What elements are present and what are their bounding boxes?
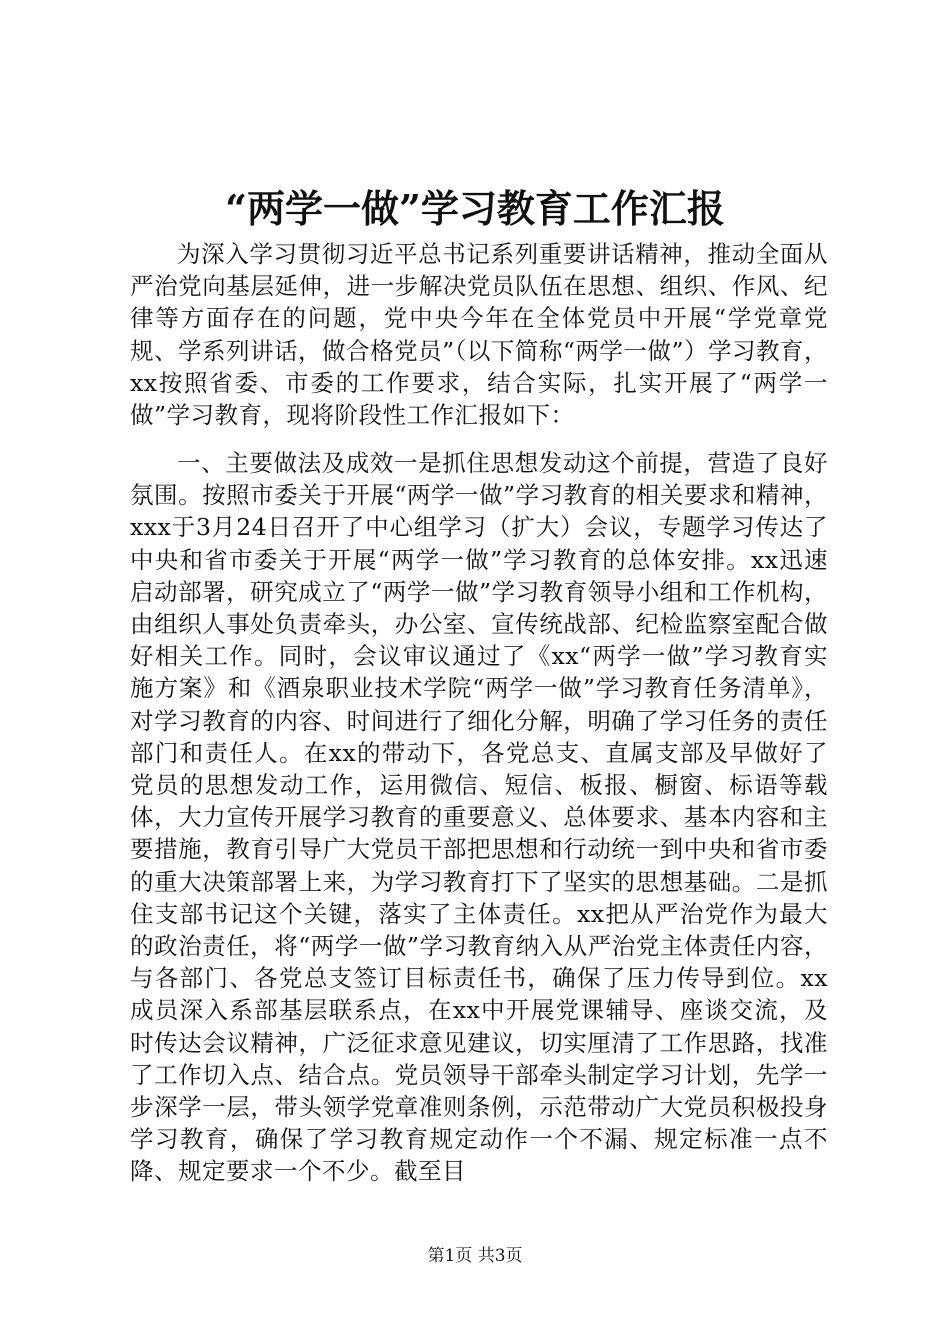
page-footer: 第1页 共3页	[427, 1246, 523, 1266]
paragraph-intro: 为深入学习贯彻习近平总书记系列重要讲话精神，推动全面从严治党向基层延伸，进一步解决党员队伍在思想、组织、作风、纪律等方面存在的问题，党中央今年在全体党员中开展“学党章党规、学系列讲话，做合格党员”（以下简称“两学一做”）学习教育，xx按照省委、市委的工作要求，结合实际，扎实开展了“两学一做”学习教育，现将阶段性工作汇报如下：	[130, 240, 828, 430]
document-title: “两学一做”学习教育工作汇报	[225, 186, 725, 231]
paragraph-main-practices: 一、主要做法及成效一是抓住思想发动这个前提，营造了良好氛围。按照市委关于开展“两学一做”学习教育的相关要求和精神，xxx于3月24日召开了中心组学习（扩大）会议，专题学习传达了中央和省市委关于开展“两学一做”学习教育的总体安排。xx迅速启动部署，研究成立了“两学一做”学习教育领导小组和工作机构，由组织人事处负责牵头，办公室、宣传统战部、纪检监察室配合做好相关工作。同时，会议审议通过了《xx“两学一做”学习教育实施方案》和《酒泉职业技术学院“两学一做”学习教育任务清单》，对学习教育的内容、时间进行了细化分解，明确了学习任务的责任部门和责任人。在xx的带动下，各党总支、直属支部及早做好了党员的思想发动工作，运用微信、短信、板报、橱窗、标语等载体，大力宣传开展学习教育的重要意义、总体要求、基本内容和主要措施，教育引导广大党员干部把思想和行动统一到中央和省市委的重大决策部署上来，为学习教育打下了坚实的思想基础。二是抓住支部书记这个关键，落实了主体责任。xx把从严治党作为最大的政治责任，将“两学一做”学习教育纳入从严治党主体责任内容，与各部门、各党总支签订目标责任书，确保了压力传导到位。xx成员深入系部基层联系点，在xx中开展党课辅导、座谈交流，及时传达会议精神，广泛征求意见建议，切实厘清了工作思路，找准了工作切入点、结合点。党员领导干部牵头制定学习计划，先学一步深学一层，带头领学党章准则条例，示范带动广大党员积极投身学习教育，确保了学习教育规定动作一个不漏、规定标准一点不降、规定要求一个不少。截至目	[130, 449, 828, 1185]
